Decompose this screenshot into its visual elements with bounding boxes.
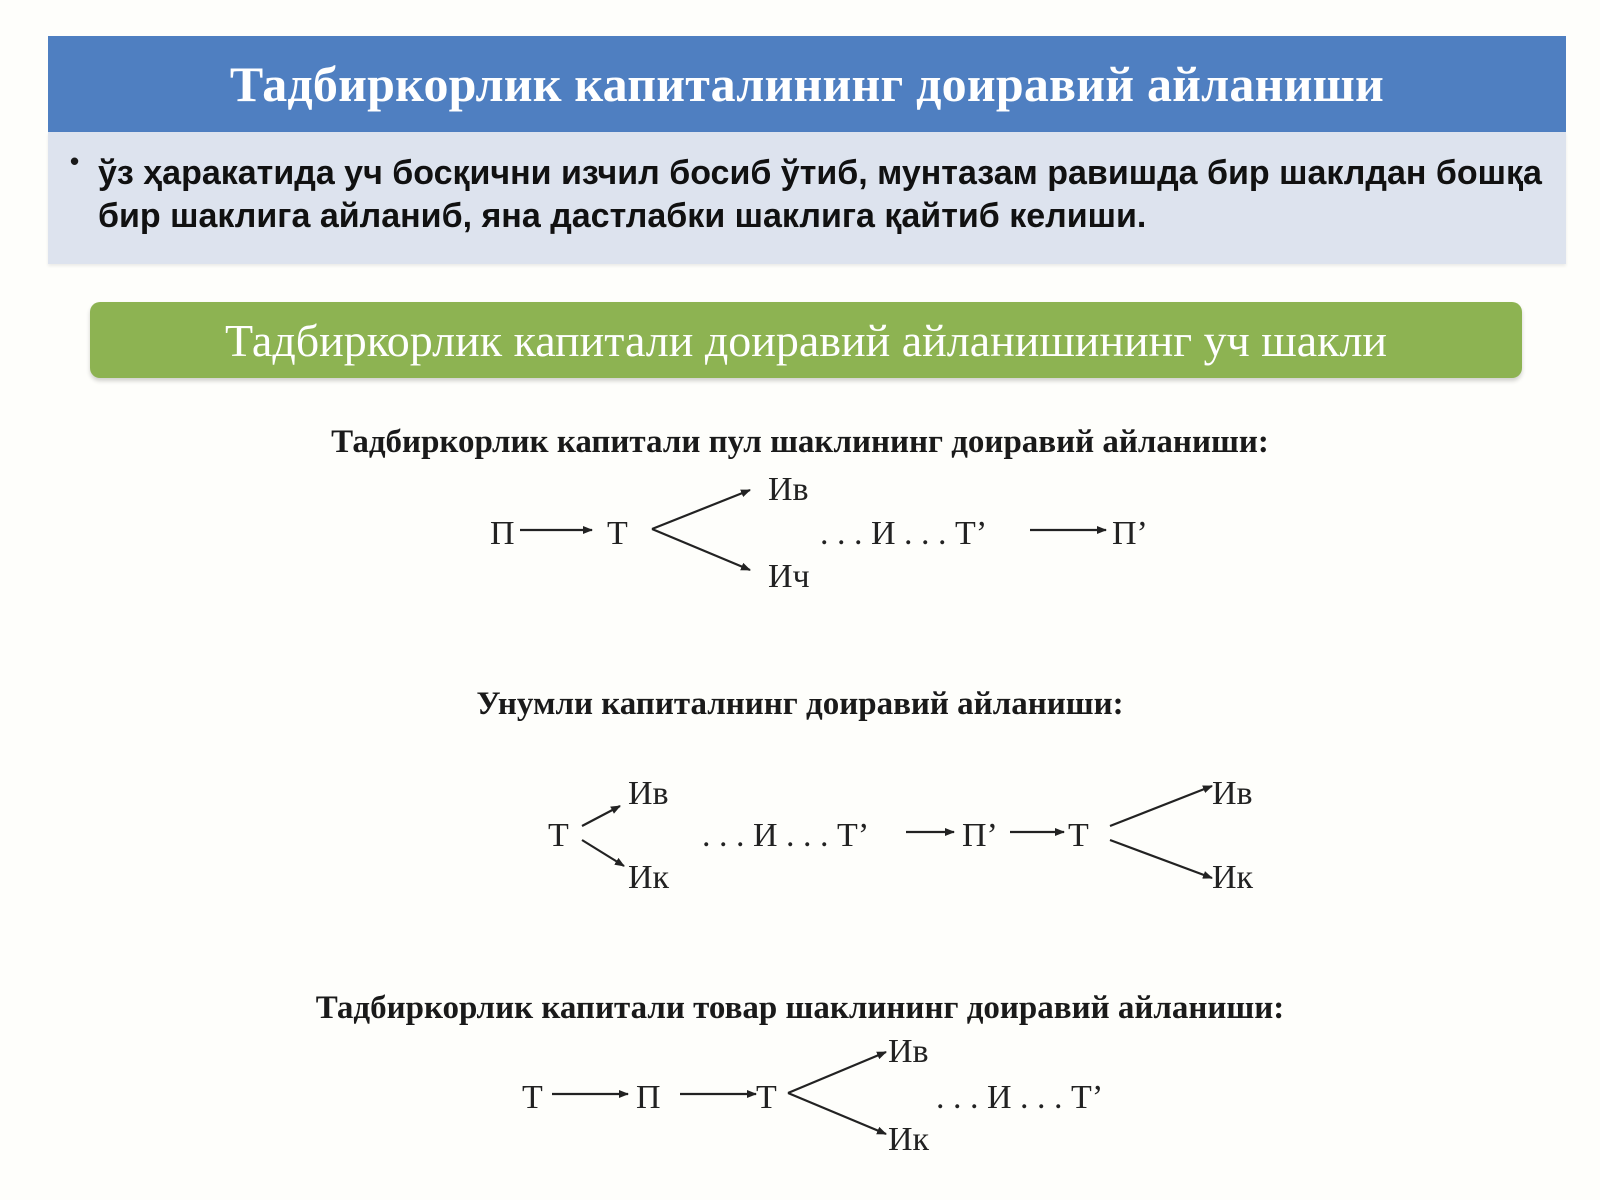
branch-arrow-down [652, 529, 750, 570]
productive-form-heading: Унумли капиталнинг доиравий айланиши: [476, 686, 1124, 722]
label-ich: Ич [768, 558, 810, 595]
label-t: Т [607, 515, 628, 552]
branch-arrow-down [1110, 840, 1212, 878]
money-form-diagram [490, 471, 1148, 595]
label-chain: . . . И . . . Т’ [936, 1079, 1104, 1116]
label-p-prime: П’ [1112, 515, 1148, 552]
forms-banner-label: Тадбиркорлик капитали доиравий айланишининг уч шакли [224, 314, 1388, 366]
label-ik: Ик [628, 859, 670, 896]
label-t: Т [522, 1079, 543, 1116]
label-t2: Т [756, 1079, 777, 1116]
label-t2: Т [1068, 817, 1089, 854]
branch-arrow-up [788, 1052, 886, 1093]
productive-form-diagram [548, 775, 1254, 896]
definition-text: ўз ҳаракатида уч босқични изчил босиб ўтиб, мунтазам равишда бир шаклдан бошқа бир шаклига айланиб, яна дастлабки шаклига қайтиб келиши. [98, 154, 1542, 235]
money-form-heading: Тадбиркорлик капитали пул шаклининг доиравий айланиши: [331, 424, 1269, 460]
label-iv: Ив [888, 1033, 929, 1070]
label-iv2: Ив [1212, 775, 1253, 812]
label-iv: Ив [768, 471, 809, 508]
label-iv: Ив [628, 775, 669, 812]
label-chain: . . . И . . . Т’ [820, 515, 988, 552]
branch-arrow-up [582, 806, 620, 826]
bullet-marker: • [70, 146, 80, 176]
label-chain: . . . И . . . Т’ [702, 817, 870, 854]
label-t: Т [548, 817, 569, 854]
commodity-form-diagram [522, 1033, 1103, 1158]
label-p: П [636, 1079, 661, 1116]
label-p-prime: П’ [962, 817, 998, 854]
label-ik2: Ик [1212, 859, 1254, 896]
branch-arrow-down [582, 840, 624, 866]
branch-arrow-up [1110, 786, 1212, 826]
label-p: П [490, 515, 515, 552]
commodity-form-heading: Тадбиркорлик капитали товар шаклининг доиравий айланиши: [315, 990, 1285, 1026]
label-ik: Ик [888, 1121, 930, 1158]
branch-arrow-down [788, 1093, 886, 1134]
branch-arrow-up [652, 490, 750, 529]
page-title: Тадбиркорлик капиталининг доиравий айланиши [229, 56, 1385, 112]
